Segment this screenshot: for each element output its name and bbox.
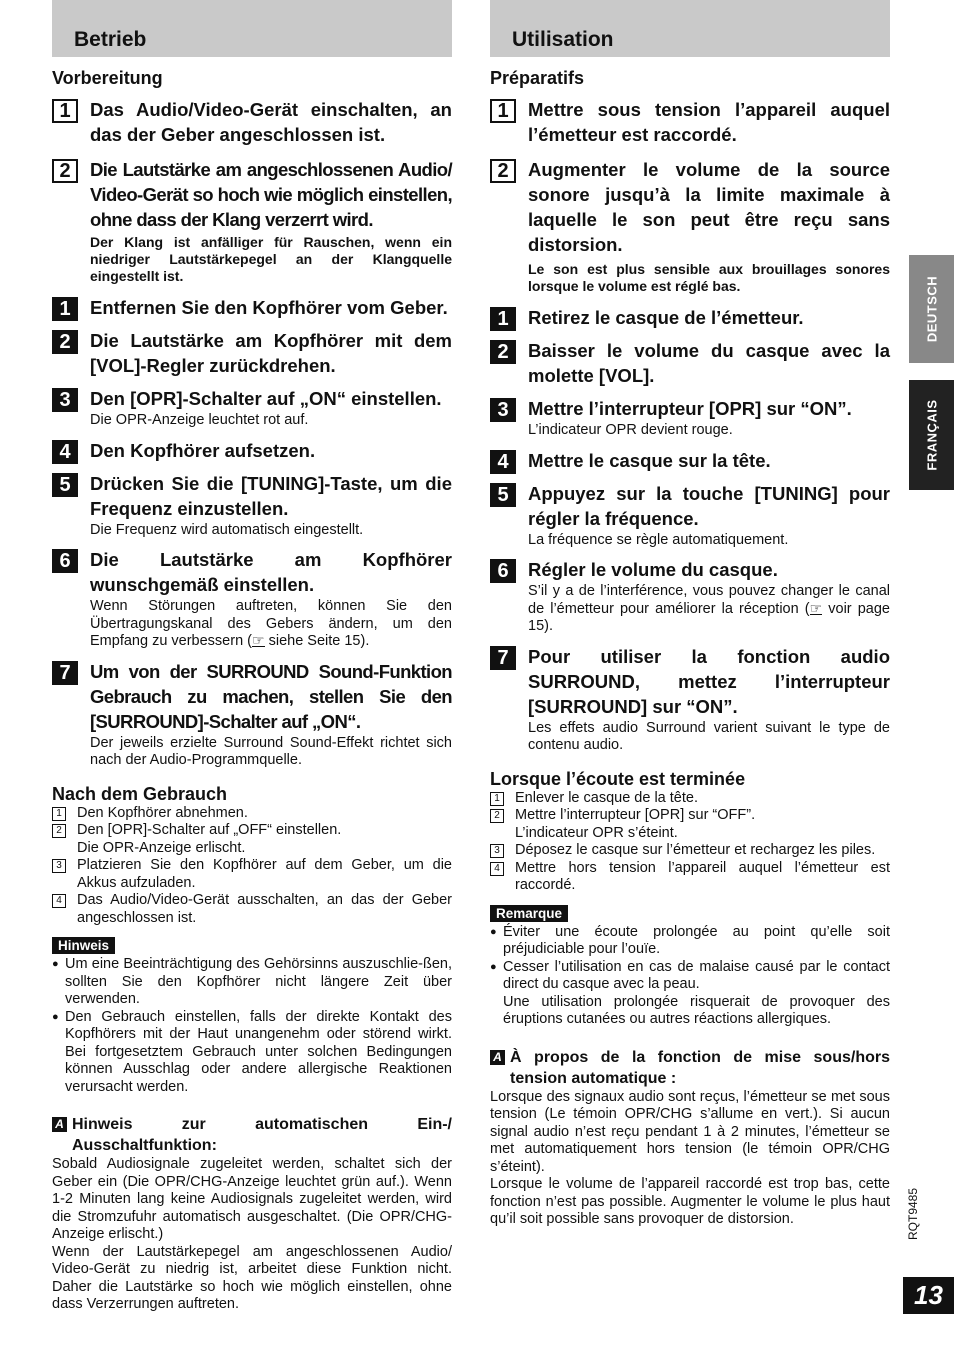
step-title: Das Audio/Video-Gerät einschalten, an das der Geber angeschlossen ist.: [90, 99, 452, 145]
note-list: [52, 956, 452, 1096]
step-2: [52, 328, 452, 378]
step-1: [490, 305, 890, 330]
step-4: [52, 438, 452, 463]
step-bold-note: Der Klang ist anfälliger für Rauschen, wenn ein niedriger Lautstärkepegel an der Klangquelle eingestellt ist.: [90, 234, 452, 284]
page-number: 13: [903, 1277, 954, 1314]
heading-text: À propos de la fonction de mise sous/hors tension automatique :: [510, 1048, 890, 1087]
after-use-list: [52, 805, 452, 928]
step-bold-note: Le son est plus sensible aux brouillages sonores lorsque le volume est réglé bas.: [528, 261, 890, 294]
item-text: Platzieren Sie den Kopfhörer auf dem Geber, um die Akkus aufzuladen.: [77, 857, 452, 891]
list-item: [490, 842, 890, 860]
step-number: 1: [490, 307, 516, 331]
after-use-list: [490, 790, 890, 895]
step-number: 7: [490, 646, 516, 670]
step-7: [52, 659, 452, 770]
item-text: Das Audio/Video-Gerät ausschalten, an das der Geber angeschlossen ist.: [77, 892, 452, 926]
note-text: Cesser l’utilisation en cas de malaise causé par le contact direct du casque avec la peau.: [503, 958, 890, 992]
step-title: Die Lautstärke am angeschlossenen Audio/ Video-Gerät so hoch wie möglich einstellen, ohne dass der Klang verzerrt wird.: [90, 159, 452, 230]
auto-power-heading: [52, 1114, 452, 1156]
note-label: Remarque: [490, 905, 568, 922]
step-number: 4: [490, 450, 516, 474]
prep-step-1: [490, 97, 890, 147]
section-a-badge: A: [52, 1117, 67, 1132]
step-number: 1: [490, 99, 516, 123]
tab-label: FRANÇAIS: [924, 399, 939, 471]
step-title: Mettre l’interrupteur [OPR] sur “ON”.: [528, 398, 852, 419]
step-title: Augmenter le volume de la source sonore jusqu’à la limite maximale à laquelle le son peut être reçu sans distorsion.: [528, 159, 890, 255]
item-text: Den [OPR]-Schalter auf „OFF“ einstellen.: [77, 822, 342, 838]
note-item: [52, 1009, 452, 1097]
step-number: 6: [490, 559, 516, 583]
list-item: [490, 790, 890, 808]
item-number: 4: [490, 862, 504, 876]
step-number: 2: [52, 330, 78, 354]
item-text: Mettre l’interrupteur [OPR] sur “OFF”.: [515, 807, 756, 823]
note-text: Bei fortgesetztem Gebrauch unter solchen Bedingungen können Ausschlag oder andere allergische Reaktionen verursacht werden.: [65, 1043, 452, 1095]
list-item: [52, 805, 452, 823]
step-number: 5: [52, 473, 78, 497]
step-3: [52, 386, 452, 430]
document-code: RQT9485: [906, 1187, 920, 1240]
item-number: 3: [52, 859, 66, 873]
item-text: Déposez le casque sur l’émetteur et rechargez les piles.: [515, 842, 876, 858]
step-title: Drücken Sie die [TUNING]-Taste, um die Frequenz einzustellen.: [90, 472, 452, 519]
step-title: Retirez le casque de l’émetteur.: [528, 307, 804, 328]
step-note: Les effets audio Surround varient suivant le type de contenu audio.: [528, 719, 890, 753]
note-text: voir page 15).: [528, 600, 890, 634]
language-tab-deutsch: [909, 255, 954, 363]
step-title: Appuyez sur la touche [TUNING] pour régler la fréquence.: [528, 482, 890, 529]
prep-step-2: [52, 157, 452, 285]
note-item: [490, 924, 890, 959]
item-number: 2: [52, 824, 66, 838]
heading-text: Hinweis zur automatischen Ein-/ Ausschaltfunktion:: [72, 1116, 452, 1154]
step-number: 3: [490, 398, 516, 422]
auto-power-paragraph: Wenn der Lautstärkepegel am angeschlossenen Audio/ Video-Gerät zu niedrig ist, arbeitet diese Funktion nicht. Daher die Lautstärke so hoch wie möglich einstellen, ohne dass Verzerrungen auftreten.: [52, 1243, 452, 1312]
step-title: Die Lautstärke am Kopfhörer wunschgemäß einstellen.: [90, 549, 452, 595]
item-number: 2: [490, 809, 504, 823]
step-6: [490, 557, 890, 636]
step-title: Entfernen Sie den Kopfhörer vom Geber.: [90, 297, 448, 318]
step-title: Pour utiliser la fonction audio SURROUND, mettez l’interrupteur [SURROUND] sur “ON”.: [528, 645, 890, 717]
note-text: Um eine Beeinträchtigung des Gehörsinns auszuschlie-ßen, sollten Sie den Kopfhörer nicht längere Zeit über verwenden.: [65, 956, 452, 1007]
list-item: [490, 807, 890, 842]
section-title: Utilisation: [512, 28, 614, 51]
step-4: [490, 448, 890, 473]
auto-power-paragraph: Lorsque le volume de l’appareil raccordé est trop bas, cette fonction n’est pas possible. Augmenter le volume le plus haut qu’il soit possible sans provoquer de distorsion.: [490, 1176, 890, 1227]
note-item: [490, 959, 890, 1029]
german-column: [52, 0, 452, 1314]
step-title: Die Lautstärke am Kopfhörer mit dem [VOL]-Regler zurückdrehen.: [90, 330, 452, 376]
after-use-heading: Lorsque l’écoute est terminée: [490, 768, 746, 789]
list-item: [490, 860, 890, 895]
prep-step-1: [52, 97, 452, 147]
step-number: 1: [52, 99, 78, 123]
step-number: 5: [490, 483, 516, 507]
step-note: Der jeweils erzielte Surround Sound-Effekt richtet sich nach der Audio-Programmquelle.: [90, 734, 452, 768]
auto-power-paragraph: Lorsque des signaux audio sont reçus, l’émetteur se met sous tension (Le témoin OPR/CHG s’allume en vert.). Si aucun signal audio n’est reçu pendant 1 à 2 minutes, l’émetteur se met automatiquement hors tension (le témoin OPR/CHG s’éteint).: [490, 1088, 890, 1175]
item-subtext: L’indicateur OPR s’éteint.: [515, 824, 678, 841]
step-title: Den Kopfhörer aufsetzen.: [90, 439, 316, 461]
pointing-hand-icon: ☞: [252, 632, 265, 648]
step-title: Den [OPR]-Schalter auf „ON“ einstellen.: [90, 388, 442, 409]
step-number: 6: [52, 549, 78, 573]
prep-heading: Vorbereitung: [52, 68, 163, 88]
note-text: Wenn Störungen auftreten, können Sie den Übertragungskanal des Gebers ändern, um den Empfang zu verbessern (: [90, 598, 452, 649]
auto-power-paragraph: Sobald Audiosignale zugeleitet werden, schaltet sich der Geber ein (Die OPR/CHG-Anzeige leuchtet grün auf.). Wenn 1-2 Minuten lang keine Audiosignals zugeleitet werden, wird die Stromzufuhr automatisch ausgeschaltet. (Die OPR/CHG-Anzeige erlischt.): [52, 1156, 452, 1242]
note-text: Une utilisation prolongée risquerait de provoquer des éruptions cutanées ou autres réactions allergiques.: [503, 993, 890, 1027]
step-number: 3: [52, 388, 78, 412]
list-item: [52, 822, 452, 857]
language-tab-francais: [909, 380, 954, 490]
step-title: Mettre le casque sur la tête.: [528, 449, 771, 471]
item-text: Enlever le casque de la tête.: [515, 789, 698, 806]
note-item: [52, 956, 452, 1009]
step-note: La fréquence se règle automatiquement.: [528, 531, 789, 548]
section-title: Betrieb: [74, 28, 147, 51]
step-number: 2: [52, 159, 78, 183]
step-3: [490, 396, 890, 440]
item-number: 1: [52, 807, 66, 821]
item-number: 3: [490, 844, 504, 858]
step-note: [528, 583, 890, 636]
note-text: siehe Seite 15).: [264, 633, 370, 649]
section-a-badge: A: [490, 1050, 505, 1065]
step-5: [490, 481, 890, 550]
step-note: L’indicateur OPR devient rouge.: [528, 422, 733, 438]
step-2: [490, 338, 890, 388]
step-note: Die OPR-Anzeige leuchtet rot auf.: [90, 412, 309, 428]
step-5: [52, 471, 452, 540]
note-list: [490, 924, 890, 1029]
item-number: 1: [490, 792, 504, 806]
step-number: 7: [52, 661, 78, 685]
step-1: [52, 295, 452, 320]
item-text: Den Kopfhörer abnehmen.: [77, 804, 248, 821]
step-7: [490, 644, 890, 755]
step-note: [90, 598, 452, 651]
section-header-utilisation: [490, 0, 890, 57]
list-item: [52, 892, 452, 927]
step-number: 2: [490, 159, 516, 183]
list-item: [52, 857, 452, 892]
note-label: Hinweis: [52, 937, 115, 954]
note-text: Éviter une écoute prolongée au point qu’elle soit préjudiciable pour l’ouïe.: [503, 923, 890, 957]
step-title: Baisser le volume du casque avec la molette [VOL].: [528, 340, 890, 386]
step-note: Die Frequenz wird automatisch eingestellt.: [90, 521, 364, 538]
french-column: [490, 0, 890, 1229]
item-text: Mettre hors tension l’appareil auquel l’émetteur est raccordé.: [515, 859, 890, 893]
item-subtext: Die OPR-Anzeige erlischt.: [77, 839, 246, 856]
tab-label: DEUTSCH: [924, 275, 939, 343]
prep-heading: Préparatifs: [490, 68, 585, 88]
auto-power-heading: [490, 1047, 890, 1089]
step-title: Régler le volume du casque.: [528, 559, 778, 580]
prep-step-2: [490, 157, 890, 295]
pointing-hand-icon: ☞: [809, 599, 823, 616]
step-number: 2: [490, 340, 516, 364]
section-header-betrieb: [52, 0, 452, 57]
step-number: 1: [52, 297, 78, 321]
note-text: S’il y a de l’interférence, vous pouvez changer le canal de l’émetteur pour améliorer la réception (: [528, 583, 890, 617]
step-6: [52, 547, 452, 651]
note-text: Den Gebrauch einstellen, falls der direkte Kontakt des Kopfhörers mit der Haut unangenehm oder störend wirkt.: [65, 1008, 452, 1042]
item-number: 4: [52, 894, 66, 908]
after-use-heading: Nach dem Gebrauch: [52, 783, 228, 804]
step-title: Um von der SURROUND Sound-Funktion Gebrauch zu machen, stellen Sie den [SURROUND]-Schalter auf „ON“.: [90, 660, 452, 732]
step-title: Mettre sous tension l’appareil auquel l’émetteur est raccordé.: [528, 99, 890, 145]
step-number: 4: [52, 440, 78, 464]
